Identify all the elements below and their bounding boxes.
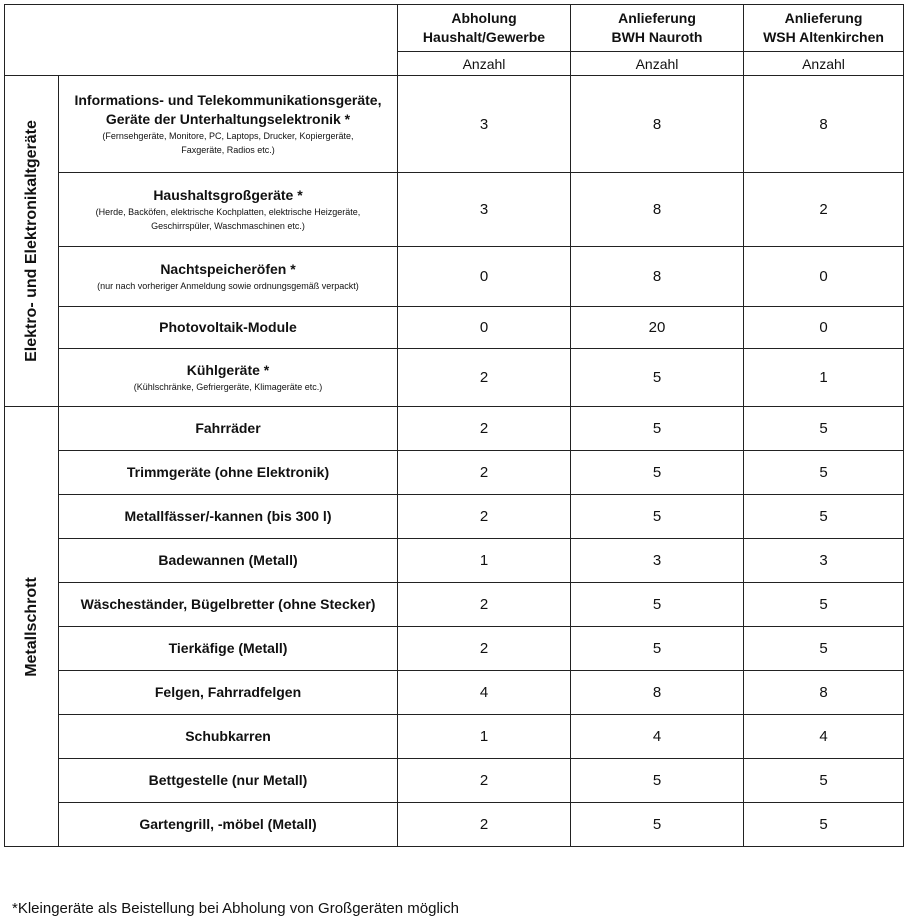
item-name: Informations- und Telekommunikationsgeräte, [74, 92, 382, 108]
quantity-cell: 5 [744, 583, 904, 627]
table-row [5, 715, 904, 759]
quantity-cell: 2 [398, 451, 571, 495]
quantity-cell: 4 [571, 715, 744, 759]
quantity-cell: 0 [398, 247, 571, 307]
item-name: Schubkarren [185, 728, 271, 744]
quantity-cell: 3 [571, 539, 744, 583]
category-label: Metallschrott [22, 576, 40, 677]
quantity-cell: 3 [398, 173, 571, 247]
quantity-cell: 0 [744, 307, 904, 349]
item-cell [59, 349, 398, 407]
quantity-cell: 2 [398, 759, 571, 803]
item-cell [59, 759, 398, 803]
item-name: Bettgestelle (nur Metall) [148, 772, 308, 788]
item-name: Metallfässer/-kannen (bis 300 l) [124, 508, 332, 524]
table-row [5, 407, 904, 451]
table-row [5, 583, 904, 627]
table-row [5, 349, 904, 407]
item-name: Kühlgeräte * [186, 362, 270, 378]
table-row [5, 451, 904, 495]
table-row [5, 495, 904, 539]
quantity-cell: 8 [744, 76, 904, 173]
quantity-cell: 2 [744, 173, 904, 247]
quantity-cell: 3 [398, 76, 571, 173]
item-note: (Kühlschränke, Gefriergeräte, Klimageräte etc.) [133, 382, 323, 392]
unit-label: Anzahl [571, 52, 744, 76]
item-name: Haushaltsgroßgeräte * [153, 187, 303, 203]
quantity-cell: 5 [571, 407, 744, 451]
quantity-cell: 2 [398, 407, 571, 451]
quantity-cell: 0 [744, 247, 904, 307]
item-note: Geschirrspüler, Waschmaschinen etc.) [151, 221, 305, 231]
item-cell [59, 627, 398, 671]
item-cell [59, 307, 398, 349]
table-row [5, 671, 904, 715]
quantity-cell: 5 [744, 803, 904, 847]
quantity-cell: 5 [571, 451, 744, 495]
unit-label: Anzahl [744, 52, 904, 76]
quantity-cell: 4 [744, 715, 904, 759]
quantity-cell: 2 [398, 803, 571, 847]
item-name: Tierkäfige (Metall) [168, 640, 288, 656]
item-cell [59, 583, 398, 627]
column-header-pickup: Abholung Haushalt/Gewerbe [398, 5, 571, 52]
item-note: (Fernsehgeräte, Monitore, PC, Laptops, Drucker, Kopiergeräte, [102, 131, 354, 141]
table-row [5, 307, 904, 349]
quantity-cell: 8 [571, 671, 744, 715]
quantity-cell: 5 [571, 759, 744, 803]
quantity-table [4, 4, 904, 847]
quantity-cell: 2 [398, 495, 571, 539]
header-corner-cell [5, 5, 398, 76]
item-name: Badewannen (Metall) [158, 552, 298, 568]
item-name: Felgen, Fahrradfelgen [154, 684, 302, 700]
item-cell [59, 451, 398, 495]
quantity-cell: 8 [571, 247, 744, 307]
quantity-cell: 2 [398, 627, 571, 671]
quantity-cell: 0 [398, 307, 571, 349]
table-row [5, 759, 904, 803]
item-name: Wäscheständer, Bügelbretter (ohne Stecker) [80, 596, 376, 612]
quantity-cell: 5 [744, 627, 904, 671]
quantity-cell: 1 [744, 349, 904, 407]
quantity-cell: 20 [571, 307, 744, 349]
item-cell [59, 407, 398, 451]
item-note: Faxgeräte, Radios etc.) [181, 145, 275, 155]
category-cell [5, 76, 59, 407]
table-row [5, 76, 904, 173]
item-cell [59, 173, 398, 247]
quantity-cell: 1 [398, 539, 571, 583]
quantity-cell: 5 [571, 627, 744, 671]
column-header-nauroth: Anlieferung BWH Nauroth [571, 5, 744, 52]
item-cell [59, 803, 398, 847]
item-cell [59, 495, 398, 539]
quantity-cell: 8 [571, 173, 744, 247]
table-row [5, 803, 904, 847]
quantity-cell: 4 [398, 671, 571, 715]
item-cell [59, 715, 398, 759]
item-name: Geräte der Unterhaltungselektronik * [105, 111, 351, 127]
unit-label: Anzahl [398, 52, 571, 76]
item-name: Trimmgeräte (ohne Elektronik) [126, 464, 330, 480]
quantity-cell: 8 [744, 671, 904, 715]
table-row [5, 173, 904, 247]
table-body [5, 5, 904, 847]
quantity-cell: 5 [571, 803, 744, 847]
item-cell [59, 76, 398, 173]
quantity-cell: 5 [571, 495, 744, 539]
item-name: Photovoltaik-Module [159, 319, 297, 335]
category-cell [5, 407, 59, 847]
quantity-cell: 3 [744, 539, 904, 583]
item-cell [59, 539, 398, 583]
category-label: Elektro- und Elektronikaltgeräte [22, 120, 40, 362]
header-row [5, 5, 904, 52]
table-row [5, 627, 904, 671]
item-note: (Herde, Backöfen, elektrische Kochplatten, elektrische Heizgeräte, [95, 207, 361, 217]
quantity-cell: 2 [398, 349, 571, 407]
quantity-cell: 8 [571, 76, 744, 173]
footnote: *Kleingeräte als Beistellung bei Abholung von Großgeräten möglich [12, 900, 459, 917]
quantity-cell: 2 [398, 583, 571, 627]
column-header-altenkirchen: Anlieferung WSH Altenkirchen [744, 5, 904, 52]
quantity-cell: 5 [744, 495, 904, 539]
item-name: Nachtspeicheröfen * [160, 261, 296, 277]
quantity-cell: 5 [571, 349, 744, 407]
table-row [5, 247, 904, 307]
quantity-cell: 5 [744, 407, 904, 451]
item-name: Fahrräder [195, 420, 261, 436]
item-cell [59, 671, 398, 715]
table-row [5, 539, 904, 583]
quantity-cell: 5 [744, 451, 904, 495]
item-cell [59, 247, 398, 307]
quantity-cell: 5 [744, 759, 904, 803]
item-name: Gartengrill, -möbel (Metall) [139, 816, 317, 832]
quantity-cell: 1 [398, 715, 571, 759]
quantity-cell: 5 [571, 583, 744, 627]
item-note: (nur nach vorheriger Anmeldung sowie ordnungsgemäß verpackt) [97, 281, 359, 291]
